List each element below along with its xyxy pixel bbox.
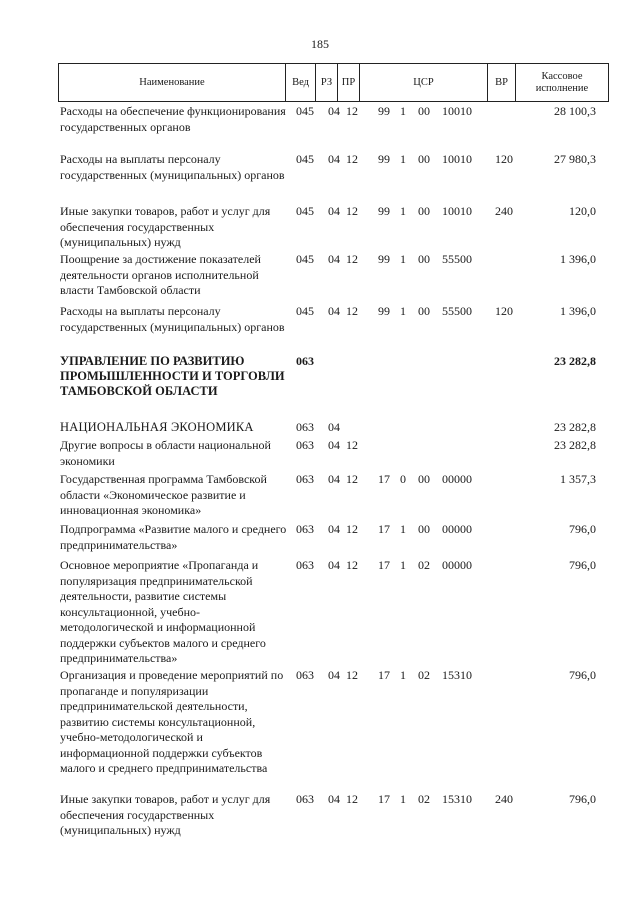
table-row xyxy=(0,472,640,522)
table-row xyxy=(0,522,640,558)
table-row xyxy=(0,668,640,792)
table-row xyxy=(0,420,640,438)
row-ved: 045 xyxy=(296,204,314,218)
row-rz: 04 xyxy=(328,104,340,118)
row-ved: 063 xyxy=(296,354,314,368)
row-csr-subprogram: 1 xyxy=(400,104,406,118)
header-sum xyxy=(515,64,608,101)
row-pr: 12 xyxy=(346,438,358,452)
row-csr-direction: 00000 xyxy=(442,558,472,572)
row-csr-subprogram: 1 xyxy=(400,522,406,536)
row-csr-program: 99 xyxy=(378,304,390,318)
row-pr: 12 xyxy=(346,104,358,118)
row-csr-event: 00 xyxy=(418,522,430,536)
row-pr: 12 xyxy=(346,792,358,806)
row-pr: 12 xyxy=(346,252,358,266)
row-ved: 063 xyxy=(296,438,314,452)
row-sum: 120,0 xyxy=(569,204,596,218)
row-sum: 1 357,3 xyxy=(560,472,596,486)
row-name: Поощрение за достижение показателей деятельности органов исполнительной власти Тамбовской области xyxy=(60,252,261,297)
row-csr-direction: 00000 xyxy=(442,522,472,536)
row-pr: 12 xyxy=(346,204,358,218)
row-ved: 045 xyxy=(296,252,314,266)
row-csr-subprogram: 1 xyxy=(400,152,406,166)
row-csr-event: 00 xyxy=(418,204,430,218)
row-ved: 045 xyxy=(296,304,314,318)
row-ved: 063 xyxy=(296,472,314,486)
row-pr: 12 xyxy=(346,304,358,318)
row-ved: 063 xyxy=(296,420,314,434)
row-csr-program: 17 xyxy=(378,558,390,572)
row-csr-program: 99 xyxy=(378,204,390,218)
row-csr-program: 99 xyxy=(378,104,390,118)
row-sum: 23 282,8 xyxy=(554,438,596,452)
row-csr-event: 02 xyxy=(418,792,430,806)
row-csr-program: 17 xyxy=(378,792,390,806)
page-number: 185 xyxy=(311,37,329,51)
row-rz: 04 xyxy=(328,204,340,218)
row-name: Иные закупки товаров, работ и услуг для обеспечения государственных (муниципальных) нужд xyxy=(60,792,271,837)
row-name: Государственная программа Тамбовской области «Экономическое развитие и инновационная экономика» xyxy=(60,472,267,517)
row-name: Расходы на выплаты персоналу государственных (муниципальных) органов xyxy=(60,304,285,334)
row-csr-subprogram: 1 xyxy=(400,668,406,682)
table-header xyxy=(58,63,609,102)
row-csr-direction: 10010 xyxy=(442,104,472,118)
row-ved: 063 xyxy=(296,558,314,572)
row-csr-direction: 10010 xyxy=(442,152,472,166)
row-rz: 04 xyxy=(328,472,340,486)
header-name: Наименование xyxy=(139,76,205,88)
header-sum-line1: Кассовое xyxy=(541,70,583,82)
table-row xyxy=(0,438,640,472)
row-name: Расходы на обеспечение функционирования государственных органов xyxy=(60,104,286,134)
row-sum: 27 980,3 xyxy=(554,152,596,166)
row-ved: 063 xyxy=(296,792,314,806)
row-rz: 04 xyxy=(328,304,340,318)
header-sum-line2: исполнение xyxy=(535,82,589,94)
row-csr-program: 99 xyxy=(378,252,390,266)
row-csr-subprogram: 1 xyxy=(400,304,406,318)
row-sum: 796,0 xyxy=(569,558,596,572)
row-pr: 12 xyxy=(346,472,358,486)
table-row xyxy=(0,354,640,420)
row-pr: 12 xyxy=(346,152,358,166)
row-csr-program: 17 xyxy=(378,668,390,682)
row-ved: 045 xyxy=(296,104,314,118)
row-pr: 12 xyxy=(346,558,358,572)
row-csr-direction: 15310 xyxy=(442,792,472,806)
row-csr-direction: 00000 xyxy=(442,472,472,486)
row-csr-subprogram: 1 xyxy=(400,558,406,572)
row-rz: 04 xyxy=(328,438,340,452)
row-name: НАЦИОНАЛЬНАЯ ЭКОНОМИКА xyxy=(60,420,254,434)
header-csr: ЦСР xyxy=(359,64,487,101)
row-vr: 120 xyxy=(495,152,513,166)
row-csr-event: 00 xyxy=(418,152,430,166)
row-csr-subprogram: 1 xyxy=(400,792,406,806)
header-pr: ПР xyxy=(337,64,359,101)
table-row xyxy=(0,558,640,668)
row-csr-event: 02 xyxy=(418,558,430,572)
row-csr-event: 02 xyxy=(418,668,430,682)
row-csr-direction: 15310 xyxy=(442,668,472,682)
row-csr-program: 99 xyxy=(378,152,390,166)
table-body xyxy=(0,104,640,844)
row-rz: 04 xyxy=(328,668,340,682)
row-csr-event: 00 xyxy=(418,304,430,318)
row-csr-subprogram: 1 xyxy=(400,252,406,266)
row-rz: 04 xyxy=(328,792,340,806)
row-ved: 063 xyxy=(296,522,314,536)
row-name: Иные закупки товаров, работ и услуг для обеспечения государственных (муниципальных) нужд xyxy=(60,204,271,249)
header-rz: РЗ xyxy=(315,64,337,101)
row-pr: 12 xyxy=(346,522,358,536)
row-vr: 240 xyxy=(495,792,513,806)
row-csr-program: 17 xyxy=(378,472,390,486)
row-csr-subprogram: 0 xyxy=(400,472,406,486)
row-sum: 28 100,3 xyxy=(554,104,596,118)
row-sum: 23 282,8 xyxy=(554,354,596,368)
row-ved: 045 xyxy=(296,152,314,166)
row-sum: 796,0 xyxy=(569,522,596,536)
row-csr-direction: 10010 xyxy=(442,204,472,218)
row-csr-event: 00 xyxy=(418,252,430,266)
row-name: Основное мероприятие «Пропаганда и популяризация предпринимательской деятельности, развитие системы консультационной, учебно-методологической и информационной поддержки субъектов малого и среднего предпринимательства» xyxy=(60,558,266,665)
row-rz: 04 xyxy=(328,152,340,166)
row-sum: 796,0 xyxy=(569,668,596,682)
header-vr: ВР xyxy=(487,64,515,101)
row-sum: 1 396,0 xyxy=(560,304,596,318)
row-pr: 12 xyxy=(346,668,358,682)
table-row xyxy=(0,204,640,252)
table-row xyxy=(0,252,640,304)
row-name: Другие вопросы в области национальной экономики xyxy=(60,438,271,468)
row-csr-event: 00 xyxy=(418,104,430,118)
row-vr: 120 xyxy=(495,304,513,318)
row-rz: 04 xyxy=(328,558,340,572)
row-csr-subprogram: 1 xyxy=(400,204,406,218)
row-name: Организация и проведение мероприятий по пропаганде и популяризации предпринимательской деятельности, развитию системы консультационной, учебно-методологической и информационной поддержки субъектов малого и среднего предпринимательства xyxy=(60,668,284,775)
row-csr-direction: 55500 xyxy=(442,304,472,318)
row-name: Расходы на выплаты персоналу государственных (муниципальных) органов xyxy=(60,152,285,182)
row-sum: 1 396,0 xyxy=(560,252,596,266)
table-row xyxy=(0,104,640,152)
table-row xyxy=(0,792,640,844)
row-name: Подпрограмма «Развитие малого и среднего предпринимательства» xyxy=(60,522,287,552)
row-csr-event: 00 xyxy=(418,472,430,486)
row-csr-program: 17 xyxy=(378,522,390,536)
row-csr-direction: 55500 xyxy=(442,252,472,266)
row-ved: 063 xyxy=(296,668,314,682)
row-vr: 240 xyxy=(495,204,513,218)
table-row xyxy=(0,152,640,204)
table-row xyxy=(0,304,640,354)
row-sum: 796,0 xyxy=(569,792,596,806)
row-rz: 04 xyxy=(328,420,340,434)
header-ved: Вед xyxy=(285,64,315,101)
row-rz: 04 xyxy=(328,252,340,266)
row-sum: 23 282,8 xyxy=(554,420,596,434)
row-name: УПРАВЛЕНИЕ ПО РАЗВИТИЮ ПРОМЫШЛЕННОСТИ И ТОРГОВЛИ ТАМБОВСКОЙ ОБЛАСТИ xyxy=(60,354,285,398)
row-rz: 04 xyxy=(328,522,340,536)
